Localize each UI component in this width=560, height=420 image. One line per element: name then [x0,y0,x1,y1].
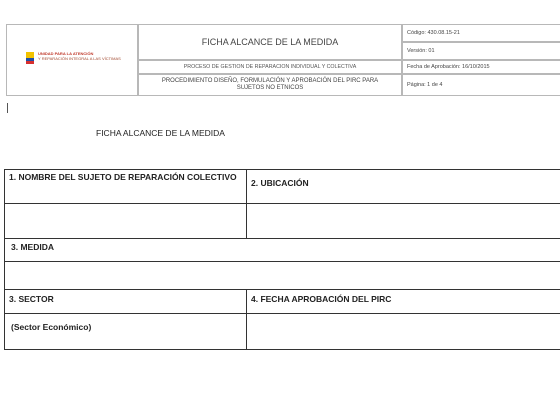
text-cursor [7,103,8,113]
pirc-approval-field[interactable] [246,313,560,350]
measure-field[interactable] [4,261,560,290]
subject-name-field[interactable] [4,203,247,239]
sector-label-cell [4,289,247,314]
sector-label: 3. SECTOR [9,294,54,304]
measure-label: 3. MEDIDA [11,242,54,252]
sector-field[interactable] [4,313,247,350]
header-approval-date: Fecha de Aprobación: 16/10/2015 [402,60,560,74]
logo-text [38,51,128,61]
colombia-flag-icon [26,52,34,64]
subject-name-label: 1. NOMBRE DEL SUJETO DE REPARACIÓN COLECTIVO [9,172,237,182]
header-version: Versión: 01 [402,42,560,60]
measure-label-cell [4,238,560,262]
pirc-approval-label: 4. FECHA APROBACIÓN DEL PIRC [251,294,392,304]
header-process: PROCESO DE GESTION DE REPARACION INDIVIDUAL Y COLECTIVA [138,60,402,74]
location-label-cell [246,169,560,204]
location-label: 2. UBICACIÓN [251,178,309,188]
sector-value: (Sector Económico) [11,322,92,332]
approval-label-cell [246,289,560,314]
form-title: FICHA ALCANCE DE LA MEDIDA [96,128,225,138]
name-label-cell [4,169,247,204]
header-title: FICHA ALCANCE DE LA MEDIDA [138,24,402,60]
header-page: Página: 1 de 4 [402,74,560,96]
header-code: Código: 430.08.15-21 [402,24,560,42]
location-field[interactable] [246,203,560,239]
header-procedure: PROCEDIMIENTO DISEÑO, FORMULACIÓN Y APROBACIÓN DEL PIRC PARA SUJETOS NO ETNICOS [138,74,402,96]
logo-text-line2: Y REPARACIÓN INTEGRAL A LAS VÍCTIMAS [38,56,121,61]
logo-text-line1: UNIDAD PARA LA ATENCIÓN [38,51,94,56]
